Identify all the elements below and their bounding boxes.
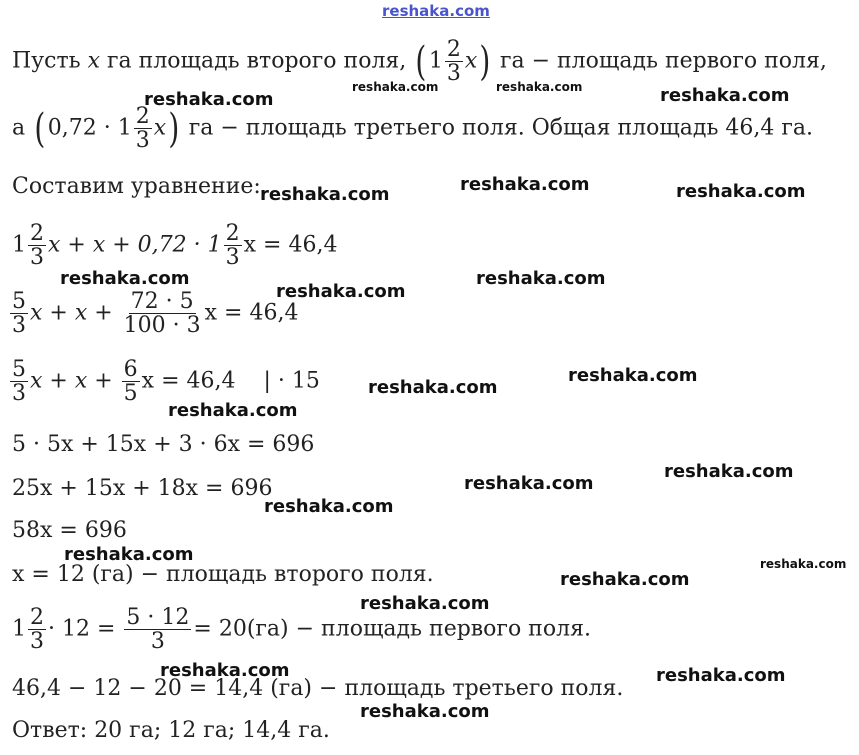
problem-line-2: а ( 0,72 · 1 $\frac{2}{3}$ x) га − площадь третьего поля. Общая площадь 46,4 га. [12, 104, 814, 154]
watermark: reshaka.com [496, 80, 583, 94]
watermark: reshaka.com [656, 665, 786, 686]
watermark: reshaka.com [660, 85, 790, 106]
equation-3: $\frac{5}{3}$ x + x + $\frac{6}{5}$ x = 46,4 | · 15 [12, 357, 320, 407]
equation-2: $\frac{5}{3}$ x + x + $\frac{72 \cdot 5}{100 \cdot 3}$ x = 46,4 [12, 289, 299, 339]
equation-9: 46,4 − 12 − 20 = 14,4 (га) − площадь третьего поля. [12, 676, 624, 701]
watermark: reshaka.com [760, 557, 847, 571]
equation-4: 5 · 5x + 15x + 3 · 6x = 696 [12, 432, 315, 457]
watermark: reshaka.com [276, 281, 406, 302]
equation-7: x = 12 (га) − площадь второго поля. [12, 562, 434, 587]
watermark: reshaka.com [464, 473, 594, 494]
watermark: reshaka.com [460, 174, 590, 195]
watermark: reshaka.com [64, 544, 194, 565]
equation-8: 1 $\frac{2}{3}$ · 12 = $\frac{5 \cdot 12}{3}$ = 20(га) − площадь первого поля. [12, 605, 591, 655]
watermark: reshaka.com [360, 701, 490, 722]
header-watermark[interactable]: reshaka.com [382, 2, 490, 20]
equation-1: 1 $\frac{2}{3}$ x + x + 0,72 · 1 $\frac{2}{3}$ x = 46,4 [12, 221, 338, 271]
watermark: reshaka.com [144, 89, 274, 110]
watermark: reshaka.com [168, 400, 298, 421]
watermark: reshaka.com [264, 496, 394, 517]
problem-line-1: Пусть x га площадь второго поля, ( 1 $\frac{2}{3}$ x) га − площадь первого поля, [12, 37, 827, 87]
watermark: reshaka.com [368, 377, 498, 398]
equation-5: 25x + 15x + 18x = 696 [12, 476, 273, 501]
watermark: reshaka.com [560, 569, 690, 590]
watermark: reshaka.com [260, 184, 390, 205]
watermark: reshaka.com [476, 268, 606, 289]
answer: Ответ: 20 га; 12 га; 14,4 га. [12, 718, 330, 743]
watermark: reshaka.com [568, 365, 698, 386]
watermark: reshaka.com [676, 181, 806, 202]
watermark: reshaka.com [160, 660, 290, 681]
equation-6: 58x = 696 [12, 518, 127, 543]
watermark: reshaka.com [352, 80, 439, 94]
watermark: reshaka.com [664, 461, 794, 482]
problem-line-3: Составим уравнение: [12, 174, 261, 199]
watermark: reshaka.com [60, 268, 190, 289]
watermark: reshaka.com [360, 593, 490, 614]
